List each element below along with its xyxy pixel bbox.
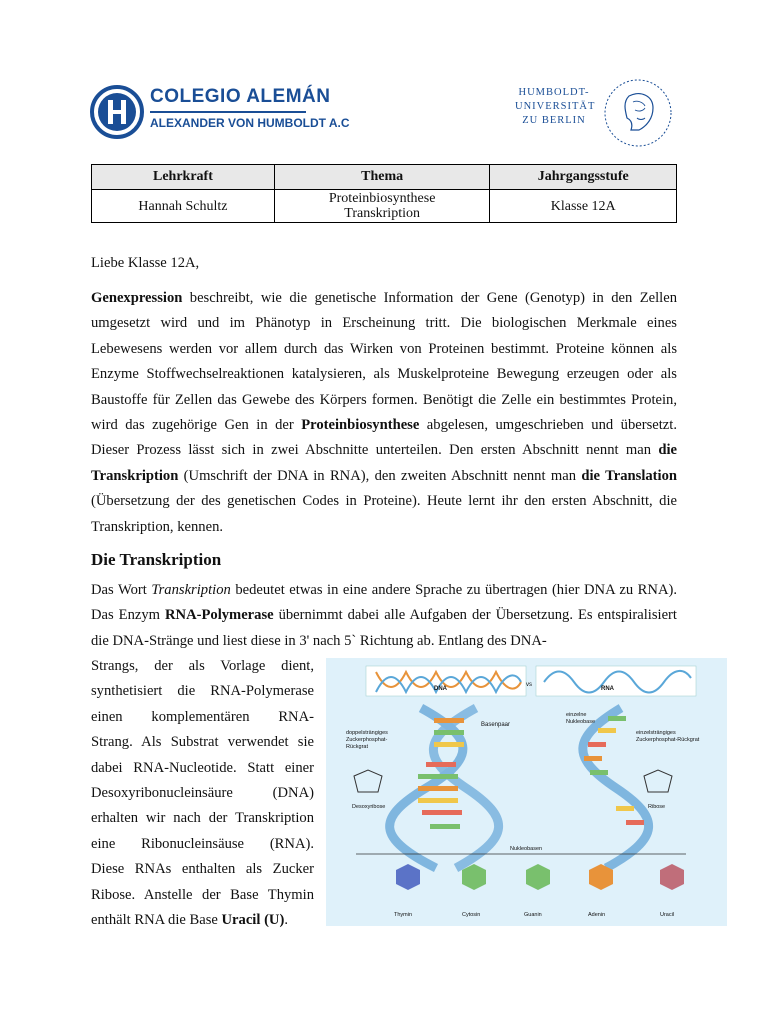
text-line: Strangs, der als Vorlage dient, xyxy=(91,658,314,674)
humboldt-seal-icon xyxy=(601,78,675,148)
text-line: dabei RNA-Nucleotide. Statt einer xyxy=(91,759,314,776)
intro-paragraph xyxy=(91,286,677,540)
narrow-text-column xyxy=(91,654,314,933)
bold-term: die Translation xyxy=(581,467,678,484)
grade-cell: Klasse 12A xyxy=(490,190,677,223)
text-line: Strang. Als Substrat verwendet sie xyxy=(91,734,314,751)
transcription-paragraph xyxy=(91,578,677,654)
topic-line-2: Transkription xyxy=(344,206,420,221)
topic-line-1: Proteinbiosynthese xyxy=(328,191,436,206)
text-line xyxy=(91,908,314,933)
paragraph-text: (Umschrift der DNA in RNA), den zweiten Abschnitt nennt man xyxy=(178,467,582,484)
bold-term: Uracil (U) xyxy=(221,911,285,928)
table-header: Thema xyxy=(274,165,490,190)
colegio-aleman-logo xyxy=(90,84,350,140)
topic-cell xyxy=(274,190,490,223)
paragraph-text: beschreibt, wie die genetische Information der Gene (Genotyp) in den Zellen umgesetzt wird und im Phänotyp in Erscheinung tritt. Die biologischen Merkmale eines Lebewesens werden vor allem durch das Wirken von Proteinen bestimmt. Proteine können als Enzyme Stoffwechselreaktionen katalysieren, als Muskelproteine Bewegung erzeugen oder als Baustoffe für Zellen das Gewebe des Körpers formen. Benötigt die Zelle ein bestimmtes Protein, wird das zugehörige Gen in der xyxy=(91,290,677,434)
uni-line-2: UNIVERSITÄT xyxy=(515,101,596,112)
info-table xyxy=(91,164,677,223)
school-name: COLEGIO ALEMÁN xyxy=(150,86,331,107)
figure-label-rna-base: einzelne Nukleobase xyxy=(566,712,596,725)
paragraph-text: übernimmt dabei alle Aufgaben der Übersetzung. Es entspiralisiert die DNA-Stränge und liest diese in 3' nach 5` Richtung ab. Entlang des DNA- xyxy=(91,607,677,649)
text-line: synthetisiert die RNA-Polymerase xyxy=(91,683,314,700)
teacher-cell: Hannah Schultz xyxy=(92,190,275,223)
figure-label-desoxyribose: Desoxyribose xyxy=(352,804,386,810)
text-line: Diese RNAs enthalten als Zucker xyxy=(91,861,314,878)
humboldt-university-logo xyxy=(515,78,675,148)
base-label-guanin: Guanin xyxy=(524,912,542,918)
italic-term: Transkription xyxy=(151,582,231,598)
bold-term: Genexpression xyxy=(91,290,183,306)
figure-label-dna-strand: doppelsträngiges Zuckerphosphat-Rückgrat xyxy=(346,730,388,750)
figure-label-nukleobasen: Nukleobasen xyxy=(510,846,543,852)
base-label-uracil: Uracil xyxy=(660,912,675,918)
greeting: Liebe Klasse 12A, xyxy=(91,255,200,271)
text-fragment: . xyxy=(284,911,288,928)
bold-term: RNA-Polymerase xyxy=(165,607,274,624)
paragraph-text: (Übersetzung der des genetischen Codes in Proteine). Heute lernt ihr den ersten Abschnitt, die Transkription, kennen. xyxy=(91,493,677,535)
base-label-cytosin: Cytosin xyxy=(462,912,481,918)
paragraph-text: bedeutet etwas in eine andere Sprache zu übertragen (hier DNA zu RNA). Das Enzym xyxy=(91,582,677,624)
text-line: einen komplementären RNA- xyxy=(91,708,314,725)
figure-label-dna: DNA xyxy=(434,686,447,692)
dna-rna-figure xyxy=(326,658,727,926)
school-subname: ALEXANDER VON HUMBOLDT A.C xyxy=(150,116,350,130)
text-line: eine Ribonucleinsäuse (RNA). xyxy=(91,835,314,852)
uni-line-3: ZU BERLIN xyxy=(522,115,586,126)
table-header: Lehrkraft xyxy=(92,165,275,190)
section-title: Die Transkription xyxy=(91,550,222,569)
figure-label-basenpaar: Basenpaar xyxy=(481,722,511,728)
figure-label-rna: RNA xyxy=(601,686,614,692)
paragraph-text: Das Wort xyxy=(91,582,152,598)
uni-line-1: HUMBOLDT- xyxy=(518,87,590,98)
text-line: Ribose. Anstelle der Base Thymin xyxy=(91,886,314,903)
text-fragment: enthält RNA die Base xyxy=(91,911,222,928)
table-header: Jahrgangsstufe xyxy=(490,165,677,190)
base-label-thymin: Thymin xyxy=(394,912,413,918)
figure-label-vs: vs xyxy=(526,682,532,688)
figure-label-ribose: Ribose xyxy=(648,804,666,810)
base-label-adenin: Adenin xyxy=(588,912,606,918)
bold-term: Proteinbiosynthese xyxy=(301,417,420,434)
text-line: Desoxyribonucleinsäure (DNA) xyxy=(91,784,314,801)
figure-label-rna-strand: einzelsträngiges Zuckerphosphat-Rückgrat xyxy=(636,730,700,743)
text-line: erhalten wir nach der Transkription xyxy=(91,810,314,827)
paragraph-text: abgelesen, umgeschrieben und übersetzt. Dieser Prozess lässt sich in zwei Abschnitte unterteilen. Den ersten Abschnitt nennt man xyxy=(91,417,677,459)
bold-term: die Transkription xyxy=(91,442,677,484)
